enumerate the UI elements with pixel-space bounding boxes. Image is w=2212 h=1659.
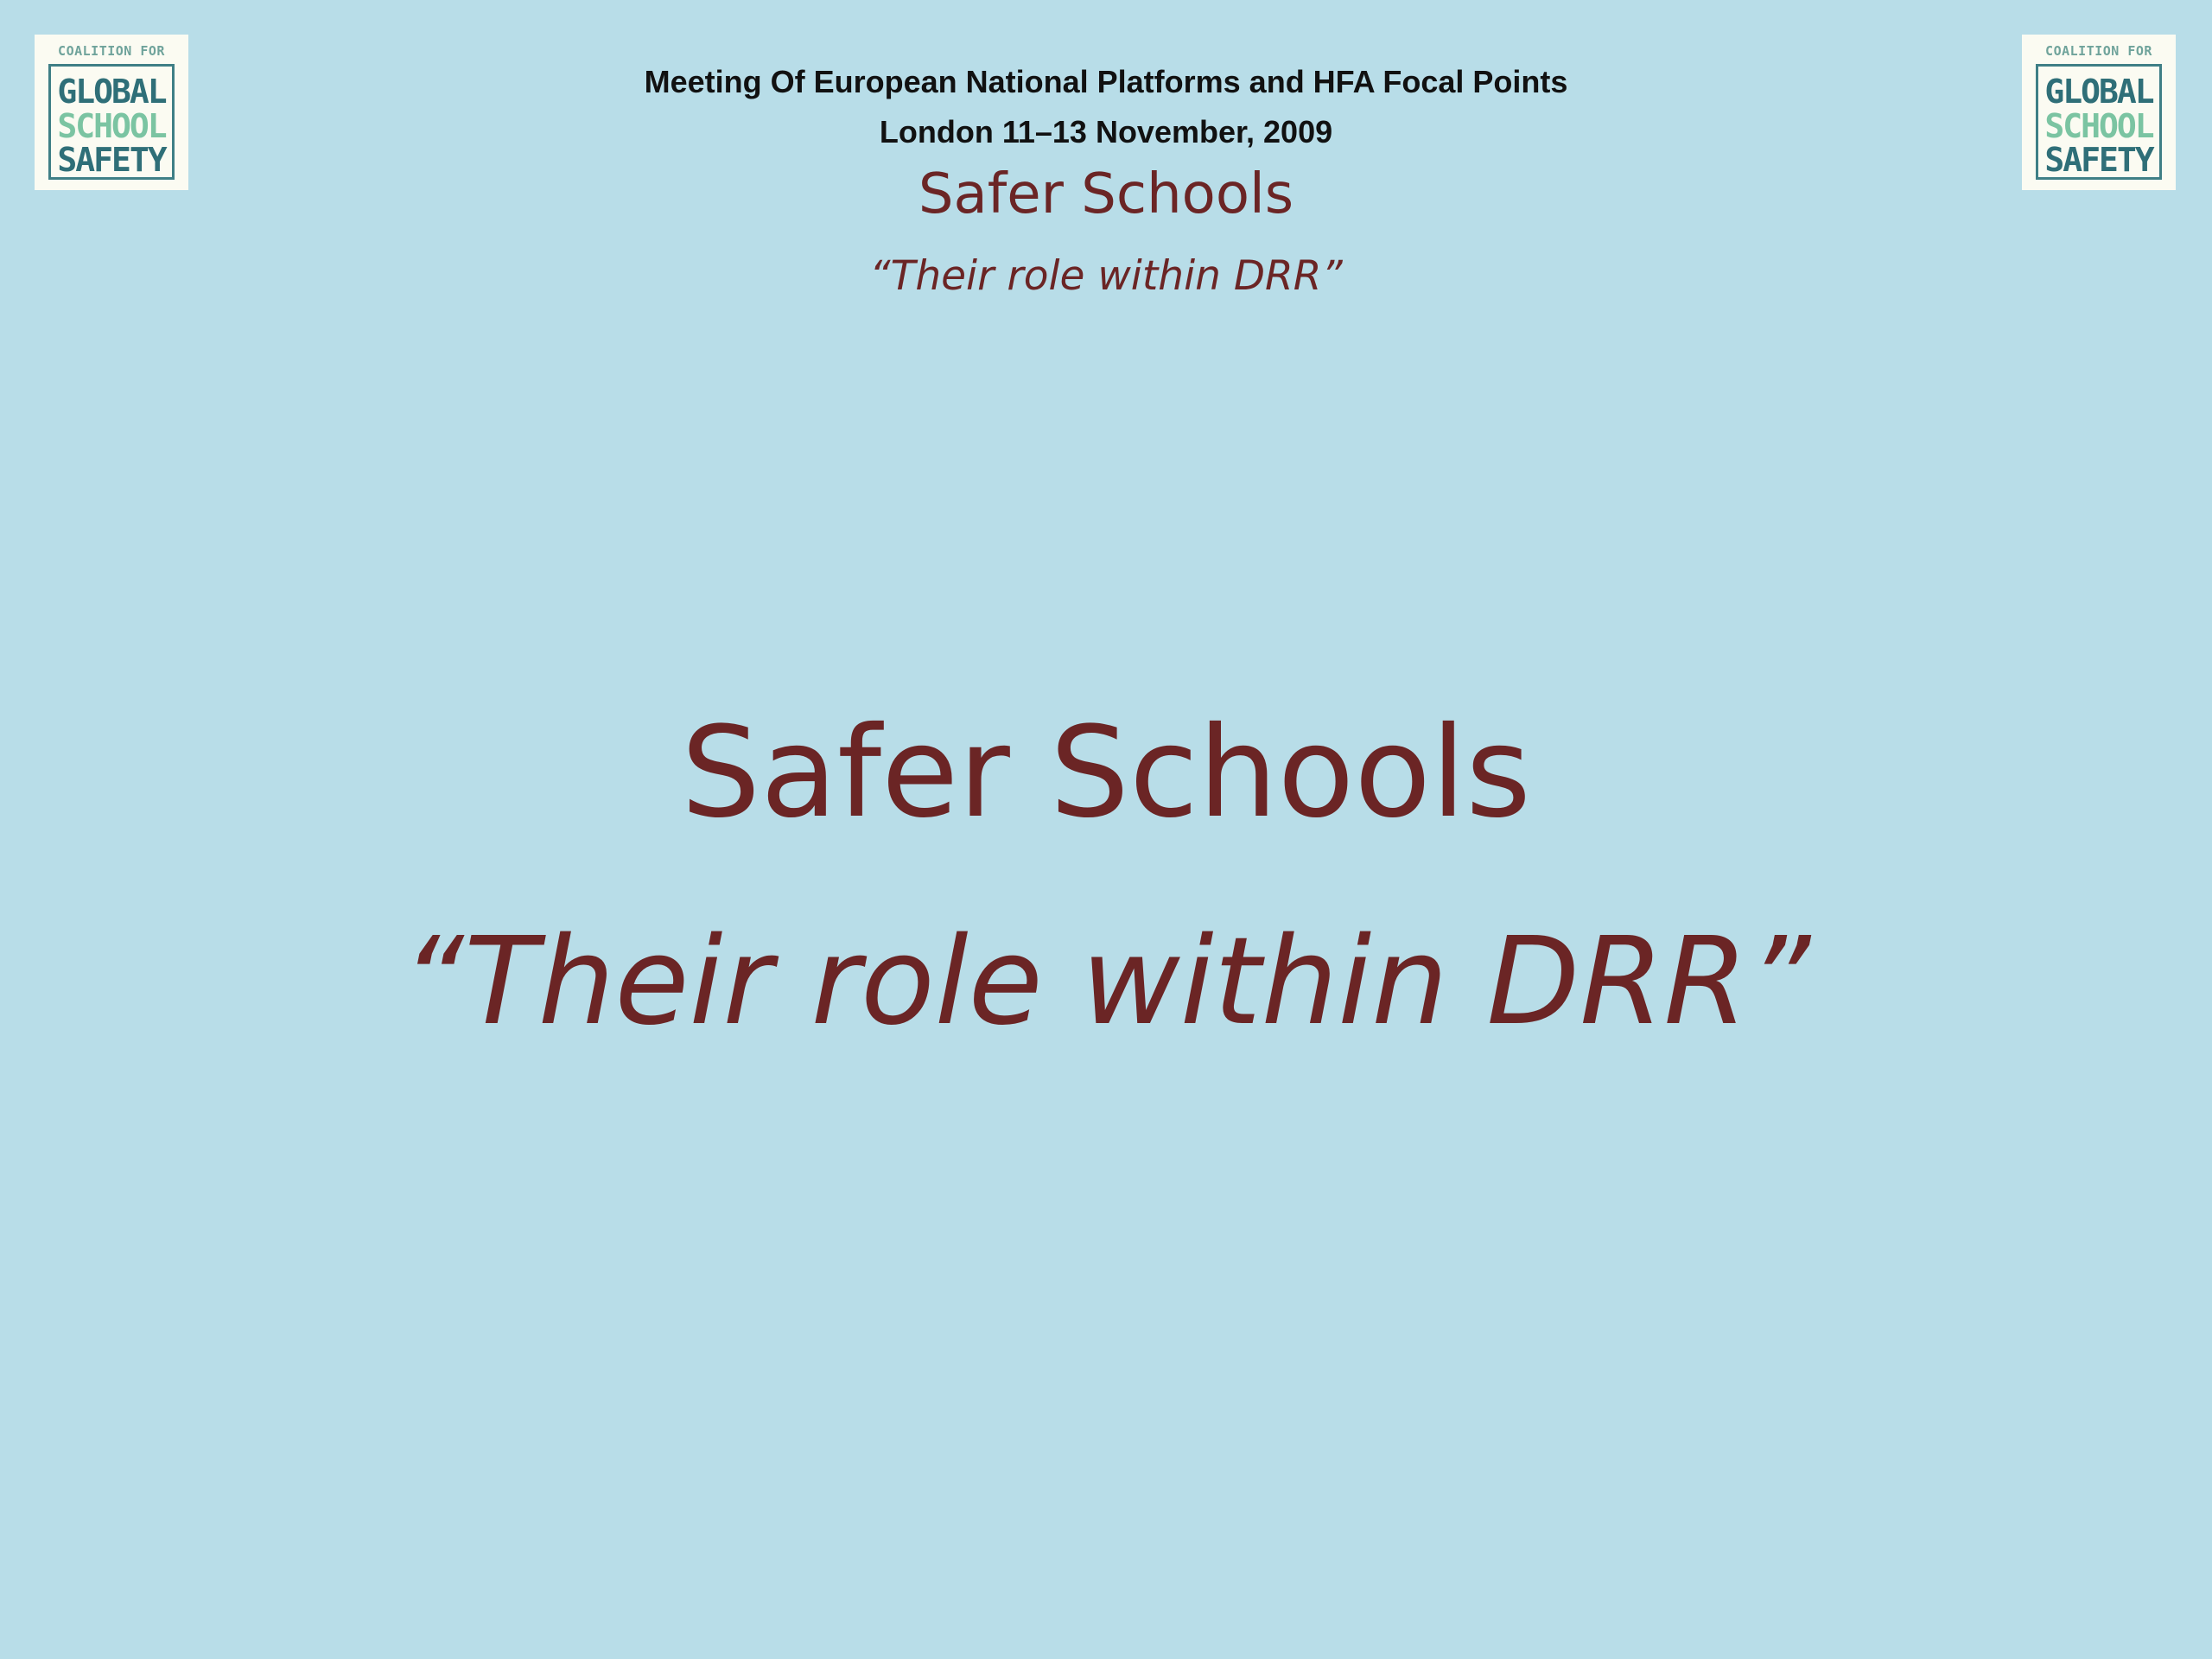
header-date: London 11–13 November, 2009: [879, 114, 1333, 149]
main-subtitle: “Their role within DRR”: [401, 912, 1811, 1052]
logo-line-2: SCHOOL: [2044, 107, 2153, 145]
logo-line-1: GLOBAL: [57, 73, 166, 111]
logo-line-1: GLOBAL: [2044, 73, 2153, 111]
main-title: Safer Schools: [681, 700, 1531, 846]
header-title: Safer Schools: [918, 162, 1294, 226]
logo-line-2: SCHOOL: [57, 107, 166, 145]
logo-line-3: SAFETY: [2044, 141, 2153, 179]
header-subtitle: “Their role within DRR”: [869, 252, 1343, 300]
header-meeting-title: Meeting Of European National Platforms and HFA Focal Points: [644, 64, 1568, 99]
logo-top-text: COALITION FOR: [2045, 43, 2152, 59]
logo-top-text: COALITION FOR: [58, 43, 165, 59]
logo-line-3: SAFETY: [57, 141, 166, 179]
